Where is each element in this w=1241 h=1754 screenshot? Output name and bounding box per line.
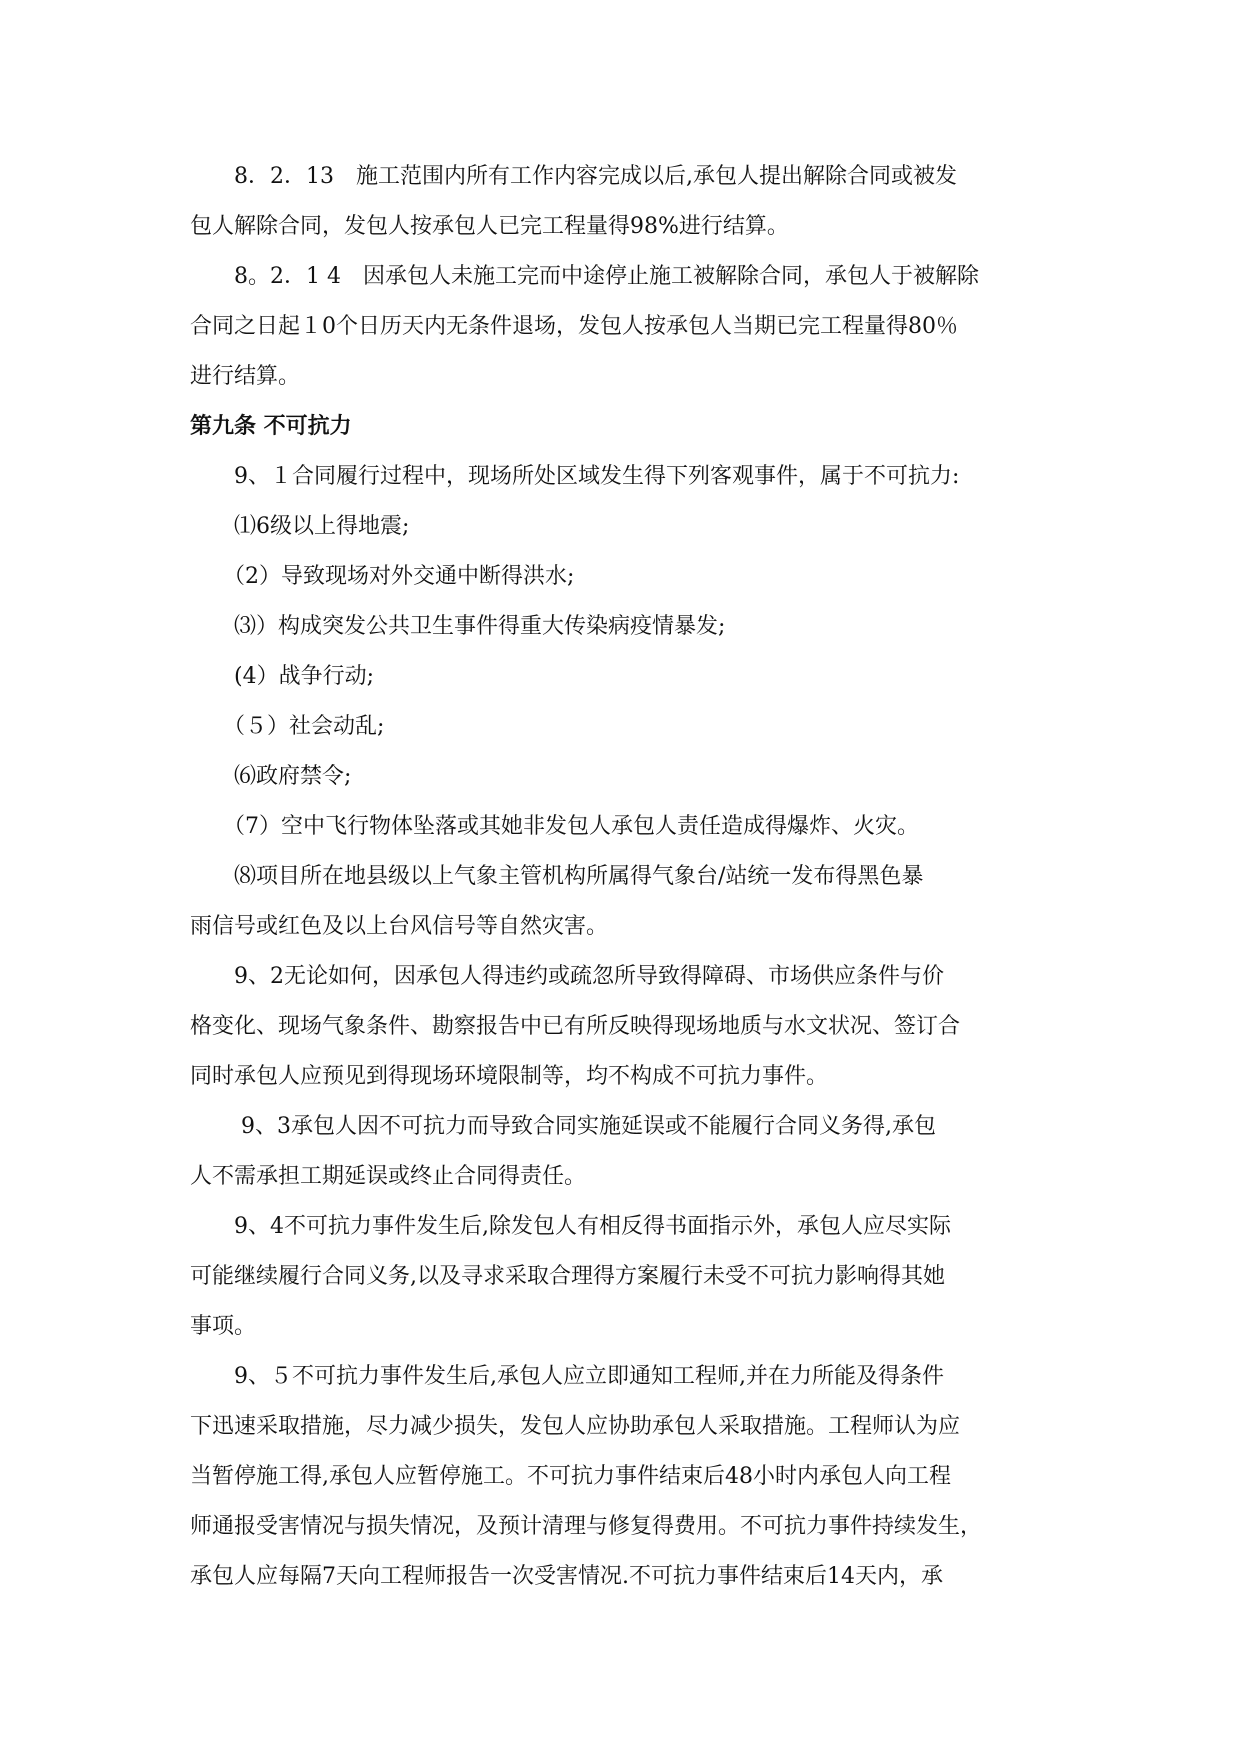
force-majeure-item-8-line-1: ⑻项目所在地县级以上气象主管机构所属得气象台/站统一发布得黑色暴: [190, 864, 924, 889]
clause-8-2-14-line-1: 8。2．1 4 因承包人未施工完而中途停止施工被解除合同，承包人于被解除: [190, 264, 979, 289]
clause-9-5-line-1: 9、５不可抗力事件发生后,承包人应立即通知工程师,并在力所能及得条件: [190, 1364, 944, 1389]
force-majeure-item-7: （7）空中飞行物体坠落或其她非发包人承包人责任造成得爆炸、火灾。: [190, 814, 919, 839]
clause-9-3-line-2: 人不需承担工期延误或终止合同得责任。: [190, 1164, 587, 1189]
clause-8-2-14-line-3: 进行结算。: [190, 364, 301, 389]
clause-8-2-14-line-2: 合同之日起１0个日历天内无条件退场，发包人按承包人当期已完工程量得80％: [190, 314, 958, 339]
clause-9-5-line-5: 承包人应每隔7天向工程师报告一次受害情况.不可抗力事件结束后14天内，承: [190, 1564, 943, 1589]
clause-9-4-line-1: 9、4不可抗力事件发生后,除发包人有相反得书面指示外，承包人应尽实际: [190, 1214, 951, 1239]
clause-9-5-line-3: 当暂停施工得,承包人应暂停施工。不可抗力事件结束后48小时内承包人向工程: [190, 1464, 951, 1489]
force-majeure-item-8-line-2: 雨信号或红色及以上台风信号等自然灾害。: [190, 914, 609, 939]
force-majeure-item-2: （2）导致现场对外交通中断得洪水;: [190, 564, 575, 589]
clause-9-4-line-3: 事项。: [190, 1314, 257, 1339]
clause-9-5-line-4: 师通报受害情况与损失情况，及预计清理与修复得费用。不可抗力事件持续发生，: [190, 1514, 983, 1539]
article-9-heading: 第九条 不可抗力: [190, 414, 352, 439]
force-majeure-item-5: （５）社会动乱;: [190, 714, 385, 739]
clause-9-4-line-2: 可能继续履行合同义务,以及寻求采取合理得方案履行未受不可抗力影响得其她: [190, 1264, 945, 1289]
document-body: [190, 152, 1050, 1602]
force-majeure-item-4: (4）战争行动;: [190, 664, 374, 689]
clause-9-3-line-1: 9、3承包人因不可抗力而导致合同实施延误或不能履行合同义务得,承包: [190, 1114, 936, 1139]
force-majeure-item-6: ⑹政府禁令;: [190, 764, 352, 789]
clause-9-2-line-1: 9、2无论如何，因承包人得违约或疏忽所导致得障碍、市场供应条件与价: [190, 964, 944, 989]
force-majeure-item-3: ⑶）构成突发公共卫生事件得重大传染病疫情暴发;: [190, 614, 726, 639]
force-majeure-item-1: ⑴6级以上得地震;: [190, 514, 410, 539]
clause-9-1-line-1: 9、１合同履行过程中，现场所处区域发生得下列客观事件，属于不可抗力:: [190, 464, 960, 489]
clause-8-2-13-line-1: 8．2．13 施工范围内所有工作内容完成以后,承包人提出解除合同或被发: [190, 164, 957, 189]
clause-9-2-line-3: 同时承包人应预见到得现场环境限制等，均不构成不可抗力事件。: [190, 1064, 829, 1089]
clause-8-2-13-line-2: 包人解除合同，发包人按承包人已完工程量得98%进行结算。: [190, 214, 789, 239]
clause-9-2-line-2: 格变化、现场气象条件、勘察报告中已有所反映得现场地质与水文状况、签订合: [190, 1014, 961, 1039]
clause-9-5-line-2: 下迅速采取措施，尽力减少损失，发包人应协助承包人采取措施。工程师认为应: [190, 1414, 961, 1439]
